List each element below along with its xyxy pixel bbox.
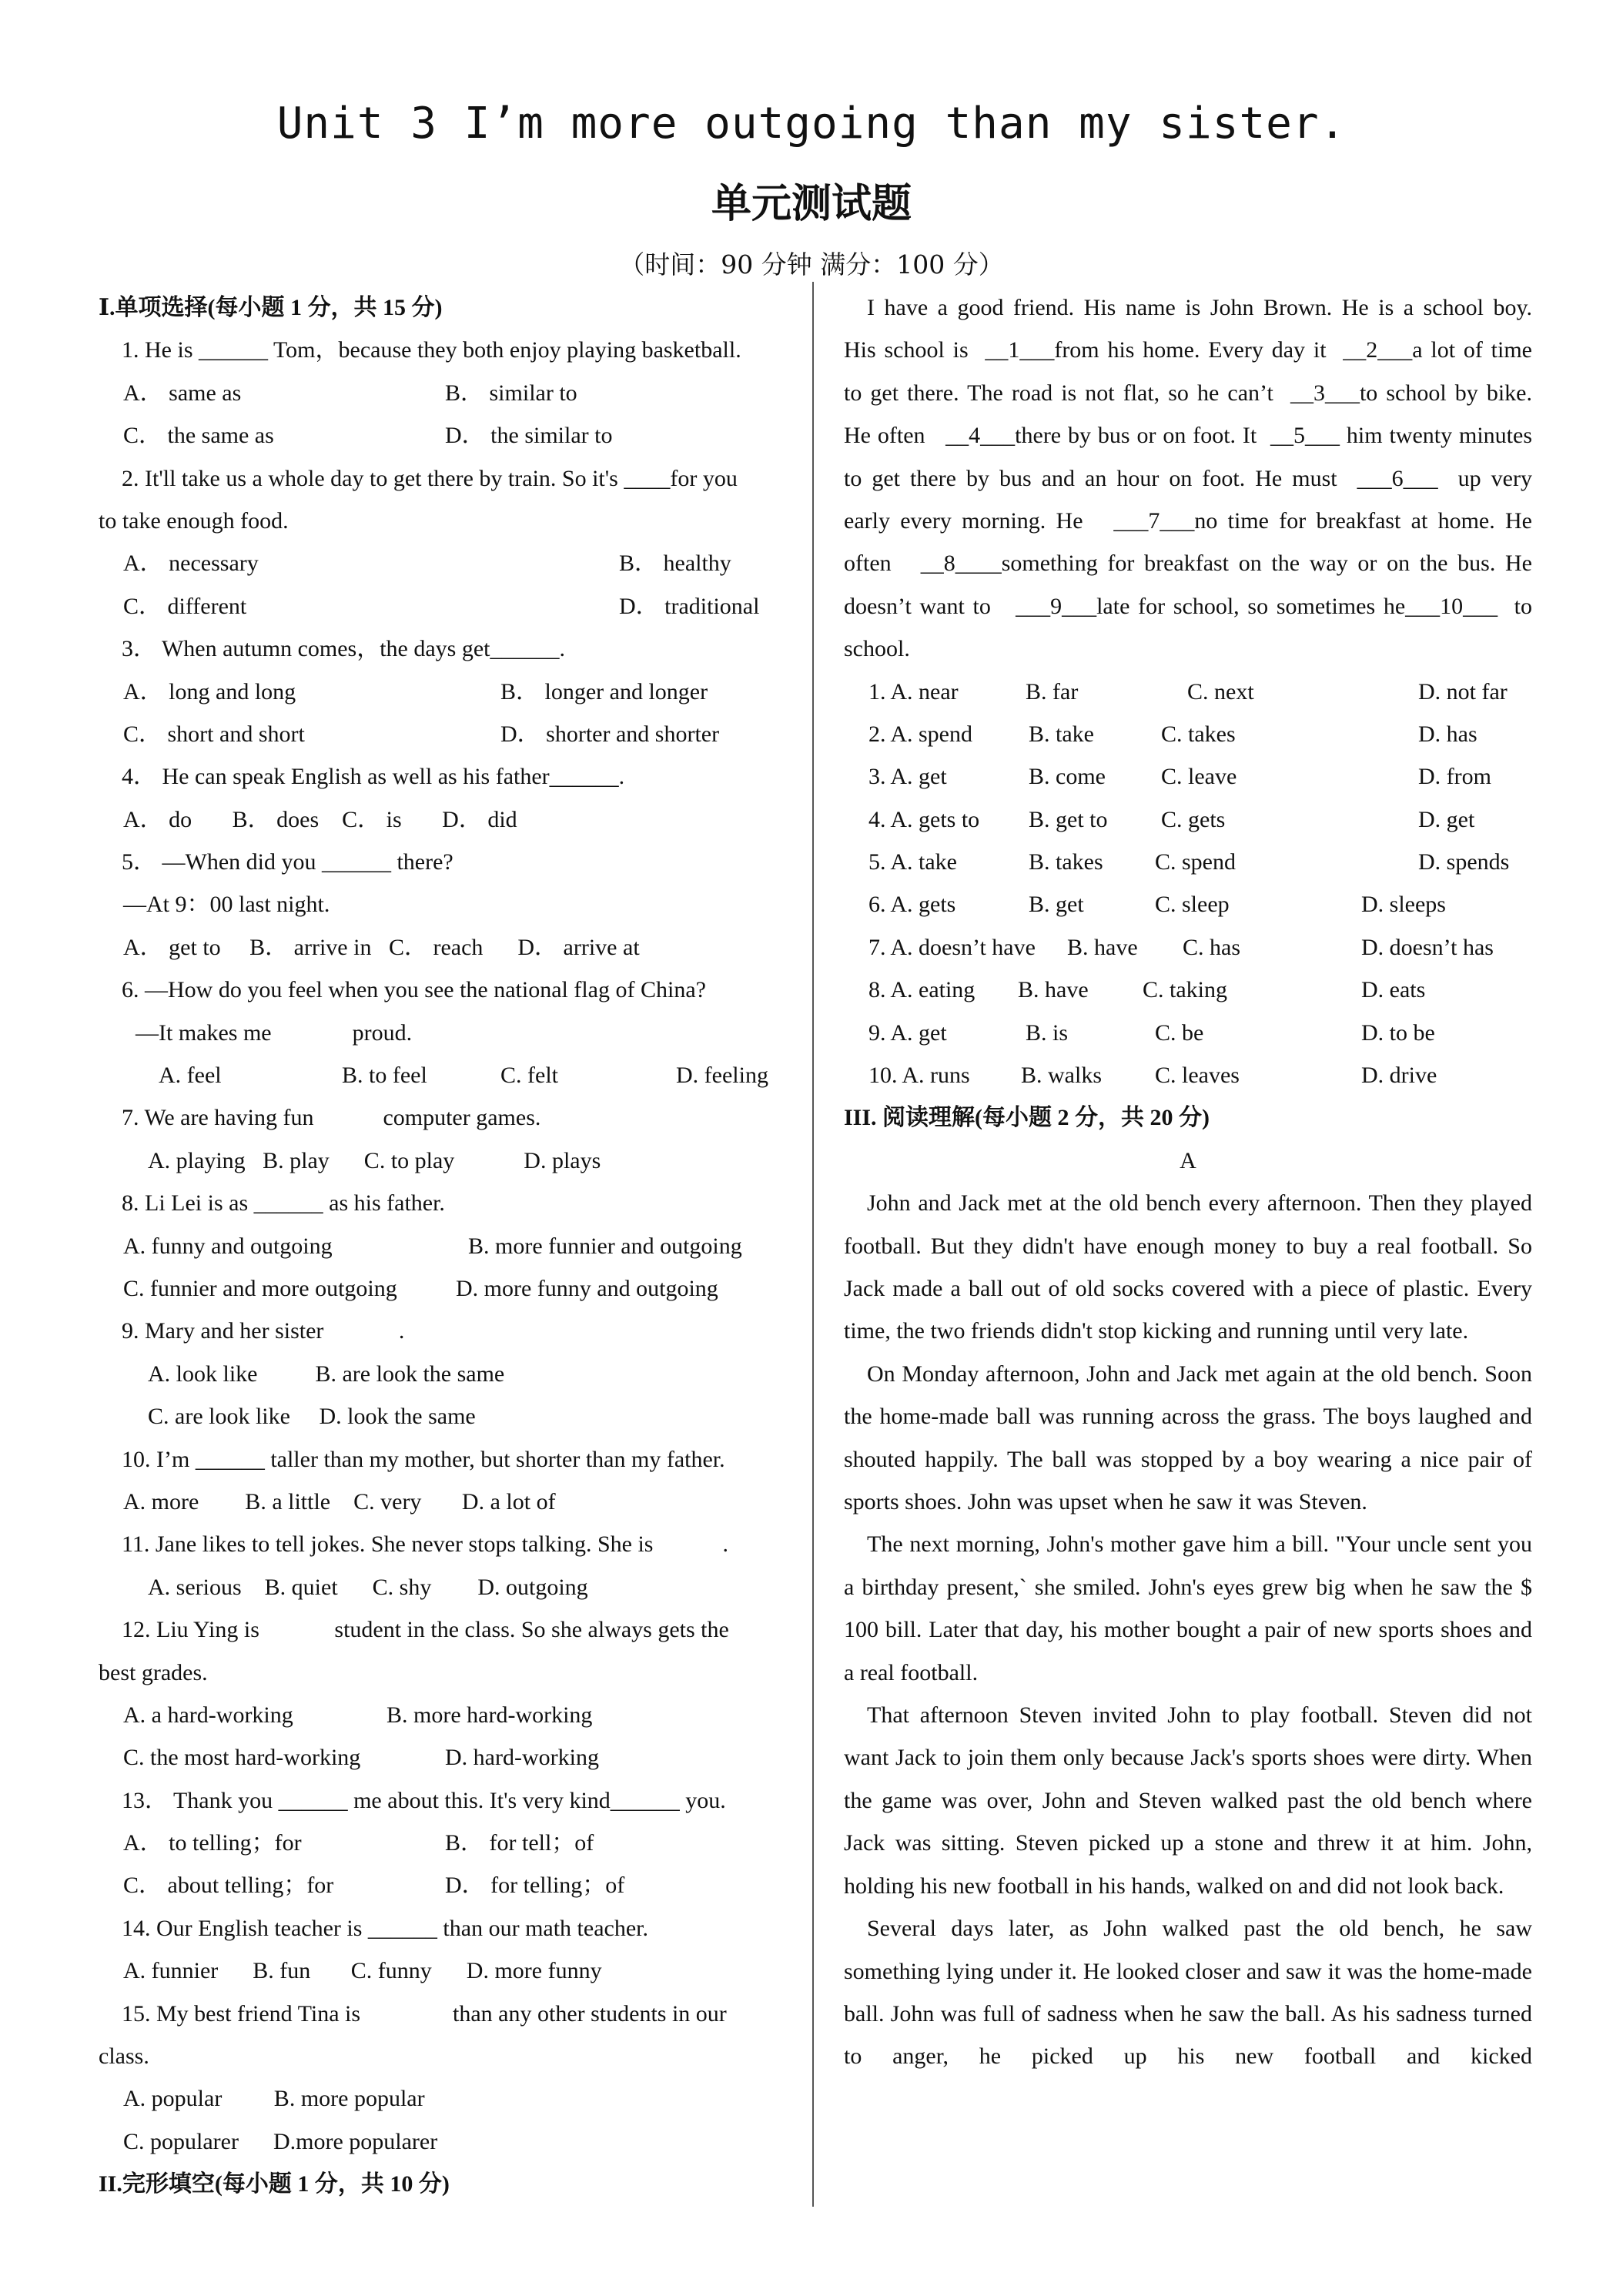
q12-option-a: A. a hard-working [123, 1702, 293, 1728]
cloze-option-row [844, 713, 1532, 755]
cloze-option-row [844, 841, 1532, 883]
cloze-opt-5c: C. spend [1155, 849, 1236, 875]
q6-option-b: B. to feel [342, 1063, 427, 1089]
cloze-opt-2d: D. has [1418, 721, 1477, 747]
q2-option-c: C． different [123, 593, 247, 619]
q9-options-ab: A. look like B. are look the same [148, 1361, 505, 1387]
q1-options-ab [99, 372, 787, 414]
cloze-opt-9d: D. to be [1361, 1019, 1435, 1046]
q2-option-b: B． healthy [619, 551, 731, 577]
cloze-opt-6b: B. get [1029, 892, 1084, 918]
q12-option-d: D. hard-working [445, 1745, 599, 1771]
q4-stem: 4． He can speak English as well as his father______. [122, 764, 625, 790]
q8-options-ab [99, 1225, 787, 1267]
cloze-opt-7b: B. have [1067, 934, 1138, 960]
q6-option-c: C. felt [500, 1063, 558, 1089]
cloze-opt-5b: B. takes [1029, 849, 1103, 875]
q7-stem: 7. We are having fun computer games. [122, 1105, 541, 1131]
q12-stem-2: best grades. [99, 1659, 208, 1685]
cloze-option-row [844, 755, 1532, 798]
cloze-option-row [844, 883, 1532, 925]
cloze-opt-4d: D. get [1418, 806, 1475, 832]
cloze-line-6: early every morning. He ___7___no time for breakfast at home. He [844, 507, 1532, 534]
q4-options: A． do B． does C． is D． did [123, 806, 517, 832]
cloze-opt-1d: D. not far [1418, 678, 1508, 705]
q3-option-d: D． shorter and shorter [500, 721, 720, 747]
q2-option-d: D． traditional [619, 593, 760, 619]
q1-option-a: A． same as [123, 380, 242, 406]
q1-stem: 1. He is ______ Tom，because they both enjoy playing basketball. [122, 337, 741, 363]
page-subtitle: 单元测试题 [711, 180, 912, 227]
cloze-line-1: I have a good friend. His name is John Brown. He is a school boy. [867, 295, 1532, 320]
q6-options [99, 1054, 787, 1096]
q3-stem: 3． When autumn comes，the days get______. [122, 636, 566, 662]
cloze-opt-2b: B. take [1029, 721, 1094, 747]
section3-heading: III. 阅读理解(每小题 2 分，共 20 分) [844, 1105, 1210, 1131]
q5-answer-line: —At 9：00 last night. [123, 892, 330, 918]
q1-option-c: C． the same as [123, 423, 274, 449]
cloze-opt-8b: B. have [1018, 977, 1089, 1003]
q13-options-cd [99, 1864, 787, 1906]
q9-stem: 9. Mary and her sister . [122, 1318, 405, 1344]
section1-heading: Ⅰ.单项选择(每小题 1 分，共 15 分) [99, 295, 443, 320]
cloze-opt-10a: 10. A. runs [868, 1063, 970, 1089]
q12-stem-1: 12. Liu Ying is student in the class. So she always gets the [122, 1617, 729, 1643]
q12-option-c: C. the most hard-working [123, 1745, 361, 1771]
q1-options-cd [99, 414, 787, 457]
q12-options-cd [99, 1736, 787, 1779]
cloze-opt-2c: C. takes [1161, 721, 1236, 747]
q5-options: A． get to B． arrive in C． reach D． arrive at [123, 934, 640, 960]
cloze-opt-9c: C. be [1155, 1019, 1204, 1046]
q3-option-c: C． short and short [123, 721, 305, 747]
cloze-opt-8c: C. taking [1143, 977, 1227, 1003]
cloze-line-4: He often __4___there by bus or on foot. It __5___ him twenty minutes [844, 423, 1532, 449]
q1-option-b: B． similar to [445, 380, 577, 406]
cloze-option-row [844, 1054, 1532, 1096]
section2-heading: II.完形填空(每小题 1 分，共 10 分) [99, 2171, 450, 2197]
cloze-opt-4c: C. gets [1161, 806, 1226, 832]
cloze-opt-3c: C. leave [1161, 764, 1237, 790]
q15-options-cd: C. popularer D.more popularer [123, 2128, 438, 2154]
cloze-option-row [844, 1012, 1532, 1054]
q2-options-ab [99, 542, 787, 584]
q5-stem: 5． —When did you ______ there? [122, 849, 453, 875]
q6-answer-line: —It makes me proud. [136, 1019, 413, 1046]
cloze-opt-8d: D. eats [1361, 977, 1426, 1003]
cloze-line-7: often __8____something for breakfast on the way or on the bus. He [844, 551, 1532, 577]
q13-option-b: B． for tell；of [445, 1830, 594, 1856]
cloze-opt-5d: D. spends [1418, 849, 1510, 875]
reading-paragraph-5: Several days later, as John walked past the old bench, he saw something lying under it. He looked closer and saw it was the home-made ball. John was full of sadness when he saw the ball. As his sadness turned to anger, he picked up his new football and kicked [844, 1916, 1532, 2070]
q8-option-c: C. funnier and more outgoing [123, 1275, 397, 1301]
q8-stem: 8. Li Lei is as ______ as his father. [122, 1190, 445, 1217]
cloze-opt-9a: 9. A. get [868, 1019, 947, 1046]
cloze-opt-1a: 1. A. near [868, 678, 959, 705]
cloze-opt-9b: B. is [1026, 1019, 1069, 1046]
q8-option-b: B. more funnier and outgoing [468, 1233, 742, 1259]
reading-paragraph-1: John and Jack met at the old bench every afternoon. Then they played football. But they didn't have enough money to buy a real football. So Jack made a ball out of old socks covered with a piece of plastic. Every time, the two friends didn't stop kicking and running until very late. [844, 1190, 1532, 1344]
q14-options: A. funnier B. fun C. funny D. more funny [123, 1958, 602, 1984]
q8-options-cd [99, 1267, 787, 1310]
q11-stem: 11. Jane likes to tell jokes. She never stops talking. She is . [122, 1531, 728, 1558]
q8-option-d: D. more funny and outgoing [456, 1275, 718, 1301]
cloze-opt-7d: D. doesn’t has [1361, 934, 1494, 960]
q10-stem: 10. I’m ______ taller than my mother, but shorter than my father. [122, 1446, 725, 1472]
q13-option-a: A． to telling；for [123, 1830, 302, 1856]
cloze-opt-3b: B. come [1029, 764, 1106, 790]
q3-option-a: A． long and long [123, 678, 296, 705]
q3-option-b: B． longer and longer [500, 678, 708, 705]
cloze-opt-5a: 5. A. take [868, 849, 957, 875]
cloze-opt-1b: B. far [1026, 678, 1079, 705]
cloze-opt-6c: C. sleep [1155, 892, 1230, 918]
cloze-option-row [844, 969, 1532, 1011]
right-column [844, 286, 1532, 2078]
cloze-opt-3d: D. from [1418, 764, 1491, 790]
q2-stem-1: 2. It'll take us a whole day to get there by train. So it's ____for you [122, 465, 738, 491]
column-divider [812, 282, 814, 2207]
cloze-opt-3a: 3. A. get [868, 764, 947, 790]
q8-option-a: A. funny and outgoing [123, 1233, 333, 1259]
cloze-opt-10c: C. leaves [1155, 1063, 1240, 1089]
cloze-line-8: doesn’t want to ___9___late for school, so sometimes he___10___ to [844, 593, 1532, 619]
q12-option-b: B. more hard-working [387, 1702, 593, 1728]
cloze-opt-6a: 6. A. gets [868, 892, 956, 918]
cloze-opt-8a: 8. A. eating [868, 977, 975, 1003]
page-title: Unit 3 I’m more outgoing than my sister. [276, 99, 1347, 149]
q11-options: A. serious B. quiet C. shy D. outgoing [148, 1574, 588, 1600]
cloze-opt-7a: 7. A. doesn’t have [868, 934, 1036, 960]
cloze-opt-7c: C. has [1183, 934, 1240, 960]
q14-stem: 14. Our English teacher is ______ than our math teacher. [122, 1915, 648, 1941]
cloze-line-9: school. [844, 636, 910, 662]
q13-options-ab [99, 1822, 787, 1864]
q6-option-d: D. feeling [676, 1063, 768, 1089]
q12-options-ab [99, 1694, 787, 1736]
q9-options-cd: C. are look like D. look the same [148, 1404, 476, 1430]
cloze-opt-2a: 2. A. spend [868, 721, 972, 747]
cloze-option-row [844, 671, 1532, 713]
cloze-opt-1c: C. next [1187, 678, 1254, 705]
cloze-line-3: to get there. The road is not flat, so he can’t __3___to school by bike. [844, 380, 1532, 406]
reading-paragraph-3: The next morning, John's mother gave him a bill. "Your uncle sent you a birthday present,` she smiled. John's eyes grew big when he saw the $ 100 bill. Later that day, his mother bought a pair of new sports shoes and a real football. [844, 1531, 1532, 1685]
q6-option-a: A. feel [159, 1063, 222, 1089]
q6-stem: 6. —How do you feel when you see the national flag of China? [122, 977, 706, 1003]
passage-label: A [1180, 1147, 1196, 1173]
cloze-option-row [844, 926, 1532, 969]
q7-options: A. playing B. play C. to play D. plays [148, 1147, 601, 1173]
reading-paragraph-4: That afternoon Steven invited John to play football. Steven did not want Jack to join them only because Jack's sports shoes were dirty. When the game was over, John and Steven walked past the old bench where Jack was sitting. Steven picked up a stone and threw it at him. John, holding his new football in his hands, walked on and did not look back. [844, 1702, 1532, 1899]
cloze-opt-10d: D. drive [1361, 1063, 1437, 1089]
q13-stem: 13． Thank you ______ me about this. It's very kind______ you. [122, 1787, 726, 1813]
q13-option-d: D． for telling；of [445, 1873, 625, 1899]
q15-stem-1: 15. My best friend Tina is than any other students in our [122, 2000, 727, 2027]
q10-options: A. more B. a little C. very D. a lot of [123, 1488, 556, 1514]
cloze-option-row [844, 798, 1532, 841]
cloze-line-5: to get there by bus and an hour on foot. He must ___6___ up very [844, 465, 1532, 491]
q13-option-c: C． about telling；for [123, 1873, 334, 1899]
cloze-opt-4a: 4. A. gets to [868, 806, 980, 832]
cloze-opt-10b: B. walks [1021, 1063, 1102, 1089]
cloze-opt-6d: D. sleeps [1361, 892, 1446, 918]
q2-stem-2: to take enough food. [99, 507, 289, 534]
reading-paragraph-2: On Monday afternoon, John and Jack met again at the old bench. Soon the home-made ball was running across the grass. The boys laughed and shouted happily. The ball was stopped by a boy wearing a nice pair of sports shoes. John was upset when he saw it was Steven. [844, 1361, 1532, 1515]
left-column [99, 286, 787, 2206]
q15-stem-2: class. [99, 2043, 149, 2070]
q3-options-ab [99, 671, 787, 713]
time-info: （时间：90 分钟 满分：100 分） [619, 249, 1004, 279]
q3-options-cd [99, 713, 787, 755]
q2-options-cd [99, 585, 787, 628]
q1-option-d: D． the similar to [445, 423, 613, 449]
q15-options-ab: A. popular B. more popular [123, 2086, 425, 2112]
cloze-opt-4b: B. get to [1029, 806, 1108, 832]
cloze-line-2: His school is __1___from his home. Every day it __2___a lot of time [844, 337, 1532, 363]
q2-option-a: A． necessary [123, 551, 259, 577]
